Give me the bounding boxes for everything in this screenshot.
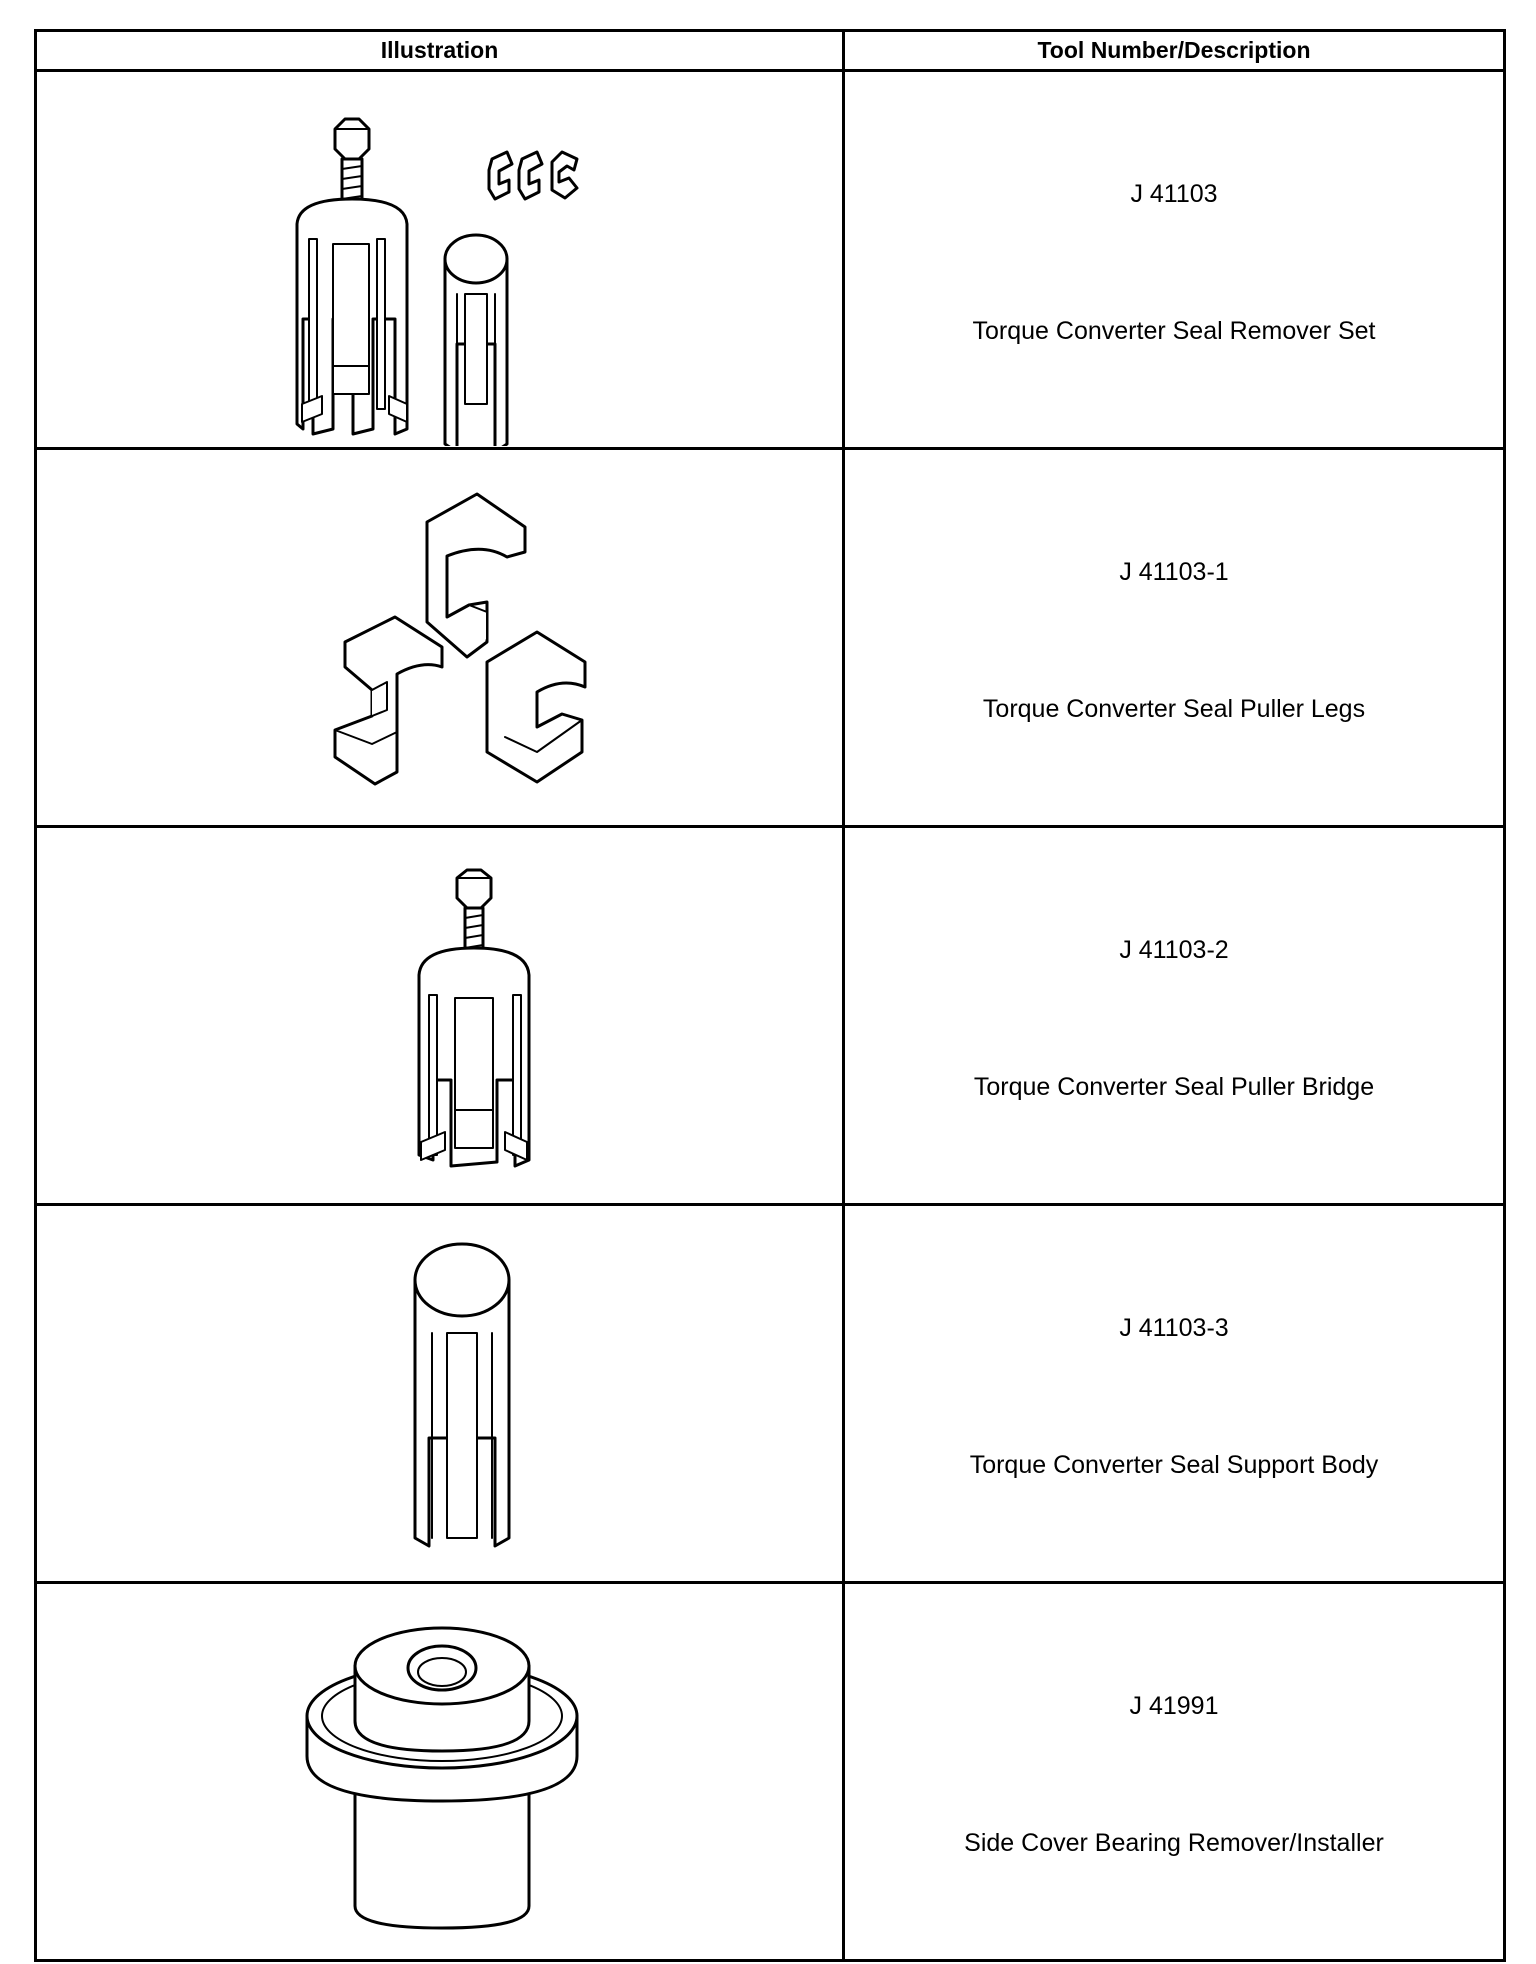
puller-bridge-icon xyxy=(37,830,845,1202)
tool-description: Torque Converter Seal Support Body xyxy=(969,1450,1379,1479)
tool-description: Side Cover Bearing Remover/Installer xyxy=(964,1828,1384,1857)
table-row xyxy=(36,1205,1505,1583)
illustration-cell xyxy=(36,1205,844,1583)
tool-number: J 41103 xyxy=(1130,179,1218,208)
table-row xyxy=(36,449,1505,827)
tool-number: J 41991 xyxy=(1129,1691,1219,1720)
tool-number: J 41103-1 xyxy=(1119,557,1229,586)
tool-description: Torque Converter Seal Remover Set xyxy=(972,316,1376,345)
tool-description: Torque Converter Seal Puller Bridge xyxy=(973,1072,1375,1101)
support-body-icon xyxy=(37,1208,845,1580)
tool-number: J 41103-2 xyxy=(1119,935,1229,964)
illustration-cell xyxy=(36,71,844,449)
tool-info-cell xyxy=(844,827,1505,1205)
tool-info-cell xyxy=(844,1205,1505,1583)
tool-info-cell xyxy=(844,71,1505,449)
puller-legs-icon xyxy=(37,452,845,824)
tool-info-cell xyxy=(844,1583,1505,1961)
tool-description: Torque Converter Seal Puller Legs xyxy=(982,694,1366,723)
table-header-row xyxy=(36,31,1505,71)
illustration-cell xyxy=(36,449,844,827)
tool-number: J 41103-3 xyxy=(1119,1313,1229,1342)
special-tools-table xyxy=(34,29,1506,1962)
tool-info-cell xyxy=(844,449,1505,827)
table-row xyxy=(36,827,1505,1205)
remover-set-icon xyxy=(37,74,845,446)
header-tool-number-description: Tool Number/Description xyxy=(844,31,1505,71)
bearing-remover-installer-icon xyxy=(37,1586,845,1958)
table-row xyxy=(36,71,1505,449)
table-row xyxy=(36,1583,1505,1961)
header-illustration: Illustration xyxy=(36,31,844,71)
illustration-cell xyxy=(36,1583,844,1961)
illustration-cell xyxy=(36,827,844,1205)
